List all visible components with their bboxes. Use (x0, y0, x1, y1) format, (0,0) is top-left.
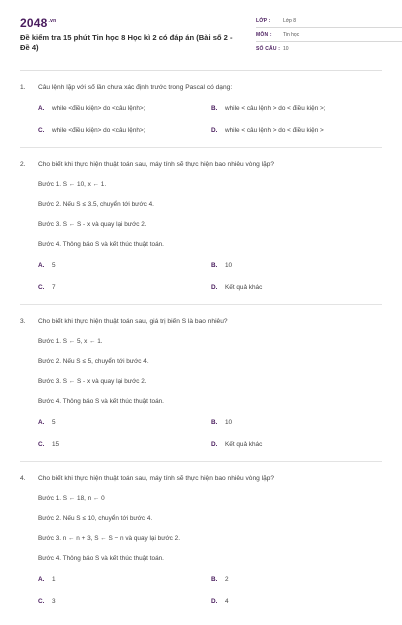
option-letter: B. (211, 575, 218, 583)
algorithm-step: Bước 1. S ← 10, x ← 1. (38, 180, 107, 188)
question-4 (20, 469, 382, 618)
algorithm-step: Bước 4. Thông báo S và kết thúc thuật toán. (38, 397, 164, 405)
option-letter: C. (38, 126, 45, 134)
page-title: Đề kiểm tra 15 phút Tin học 8 Học kì 2 có đáp án (Bài số 2 - Đề 4) (20, 33, 233, 52)
meta-label: SỐ CÂU : (256, 46, 281, 52)
option-d[interactable] (211, 119, 384, 141)
option-text: Kết quả khác (225, 440, 263, 448)
option-text: 2 (225, 575, 229, 583)
meta-value: Lớp 8 (283, 17, 297, 24)
option-text: 4 (225, 597, 229, 605)
algorithm-step: Bước 2. Nếu S ≤ 10, chuyển tới bước 4. (38, 514, 153, 522)
answer-options (20, 254, 382, 298)
option-letter: D. (211, 126, 218, 134)
option-c[interactable] (38, 433, 211, 455)
page-header (20, 14, 384, 72)
option-letter: C. (38, 440, 45, 448)
option-text: while <điều kiện> do <câu lệnh>; (52, 104, 146, 112)
question-text: Cho biết khi thực hiện thuật toán sau, giá trị biến S là bao nhiêu? (38, 318, 228, 325)
logo-tld: .vn (48, 18, 57, 24)
option-letter: A. (38, 104, 45, 112)
meta-row-count (256, 42, 402, 56)
option-letter: B. (211, 261, 218, 269)
question-1 (20, 78, 382, 148)
answer-options (20, 411, 382, 455)
option-a[interactable] (38, 254, 211, 276)
option-text: 3 (52, 597, 56, 605)
question-stem (20, 312, 382, 331)
question-stem (20, 78, 382, 97)
algorithm-step: Bước 3. S ← S - x và quay lại bước 2. (38, 377, 147, 385)
option-c[interactable] (38, 590, 211, 612)
question-list (20, 78, 382, 625)
algorithm-step: Bước 3. n ← n + 3, S ← S − n và quay lại bước 2. (38, 534, 180, 542)
question-number: 1. (20, 84, 26, 91)
question-number: 4. (20, 475, 26, 482)
option-text: 5 (52, 261, 56, 269)
option-letter: A. (38, 418, 45, 426)
option-letter: A. (38, 261, 45, 269)
option-text: 15 (52, 440, 60, 448)
meta-row-class (256, 14, 402, 28)
option-letter: A. (38, 575, 45, 583)
option-c[interactable] (38, 276, 211, 298)
algorithm-step: Bước 1. S ← 18, n ← 0 (38, 494, 105, 502)
option-letter: C. (38, 283, 45, 291)
logo-main: 2048 (20, 16, 48, 30)
meta-value: Tin học (283, 31, 300, 38)
option-b[interactable] (211, 254, 384, 276)
option-c[interactable] (38, 119, 211, 141)
meta-label: LỚP : (256, 17, 271, 24)
algorithm-step: Bước 1. S ← 5, x ← 1. (38, 337, 103, 345)
option-d[interactable] (211, 590, 384, 612)
option-text: 1 (52, 575, 56, 583)
answer-options (20, 97, 382, 141)
option-text: 10 (225, 261, 233, 269)
option-letter: D. (211, 597, 218, 605)
question-3 (20, 312, 382, 462)
meta-value: 10 (283, 46, 289, 52)
answer-options (20, 568, 382, 612)
question-stem (20, 155, 382, 174)
question-number: 3. (20, 318, 26, 325)
algorithm-step: Bước 2. Nếu S ≤ 3.5, chuyển tới bước 4. (38, 200, 154, 208)
algorithm-step: Bước 4. Thông báo S và kết thúc thuật toán. (38, 240, 164, 248)
option-text: 7 (52, 283, 56, 291)
option-b[interactable] (211, 568, 384, 590)
option-a[interactable] (38, 97, 211, 119)
header-divider (20, 70, 382, 71)
option-text: while <điều kiện> do <câu lệnh>; (52, 126, 146, 134)
quiz-meta (256, 14, 402, 56)
meta-row-subject (256, 28, 402, 42)
meta-label: MÔN : (256, 31, 272, 38)
site-logo[interactable] (20, 16, 56, 30)
question-number: 2. (20, 161, 26, 168)
option-text: Kết quả khác (225, 283, 263, 291)
option-text: while < câu lệnh > do < điều kiện >; (225, 104, 326, 112)
algorithm-step: Bước 4. Thông báo S và kết thúc thuật toán. (38, 554, 164, 562)
option-b[interactable] (211, 411, 384, 433)
question-text: Câu lệnh lặp với số lần chưa xác định trước trong Pascal có dạng: (38, 84, 233, 91)
option-letter: D. (211, 440, 218, 448)
option-letter: B. (211, 418, 218, 426)
option-d[interactable] (211, 276, 384, 298)
algorithm-step: Bước 3. S ← S - x và quay lại bước 2. (38, 220, 147, 228)
option-text: while < câu lệnh > do < điều kiện > (225, 126, 324, 134)
option-b[interactable] (211, 97, 384, 119)
option-a[interactable] (38, 568, 211, 590)
question-2 (20, 155, 382, 305)
option-text: 5 (52, 418, 56, 426)
option-d[interactable] (211, 433, 384, 455)
question-text: Cho biết khi thực hiện thuật toán sau, máy tính sẽ thực hiện bao nhiêu vòng lặp? (38, 475, 275, 482)
question-stem (20, 469, 382, 488)
option-letter: D. (211, 283, 218, 291)
option-letter: C. (38, 597, 45, 605)
option-letter: B. (211, 104, 218, 112)
option-text: 10 (225, 418, 233, 426)
question-text: Cho biết khi thực hiện thuật toán sau, máy tính sẽ thực hiện bao nhiêu vòng lặp? (38, 161, 275, 168)
option-a[interactable] (38, 411, 211, 433)
algorithm-step: Bước 2. Nếu S ≤ 5, chuyển tới bước 4. (38, 357, 149, 365)
